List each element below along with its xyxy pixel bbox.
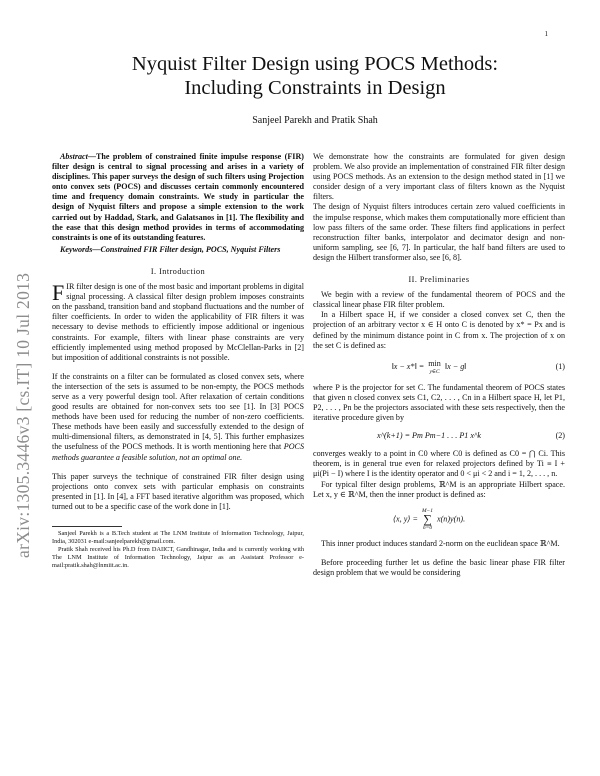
sum-operator — [422, 508, 433, 531]
min-operator — [428, 359, 441, 375]
equation-2 — [313, 431, 565, 441]
right-column — [313, 152, 565, 578]
keywords-text: —Constrained FIR Filter design, POCS, Nyquist Filters — [92, 244, 281, 254]
prelim-paragraph-1: We begin with a review of the fundamental theorem of POCS and the classical linear phase FIR filter problem. — [313, 290, 565, 310]
footnote-2: Pratik Shah received his Ph.D from DAIICT, Gandhinagar, India and is currently working with The LNM Institute of Information Technology, Jaipur as an Assistant Professor e-mail:pratik.shah@lnmiit.ac.in. — [52, 546, 304, 569]
equation-1-lhs: ‖x − x*‖ = — [391, 361, 427, 371]
sum-upper-limit: M−1 — [421, 507, 433, 514]
equation-3-rhs: x(n)y(n). — [435, 514, 466, 524]
right-paragraph-1: We demonstrate how the constraints are formulated for given design problem. We also provide an implementation of constrained FIR filter design using POCS methods. As an extension to the design method stated in [1] we consider design of a very important class of filters known as the Nyquist filters. — [313, 152, 565, 202]
intro-paragraph-2-text: If the constraints on a filter can be formulated as closed convex sets, where the intersection of the sets is assumed to be non-empty, the POCS methods serve as a very powerful design tool. After relaxation of certain conditions good results are obtained for non-convex sets too see [1]. In [3] POCS methods have been used for reducing the number of non-zero coefficients. These methods have been easily and successfully extended to the design of multi-dimensional filters, as demonstrated in [4, 5]. This further emphasizes the usefulness of the POCS methods. It is worth mentioning here that — [52, 371, 304, 452]
min-subscript: y∈C — [429, 368, 440, 375]
equation-3 — [313, 508, 565, 531]
abstract — [52, 152, 304, 243]
intro-paragraph-1 — [52, 282, 304, 363]
section-heading-introduction: I. Introduction — [150, 266, 206, 276]
paper-title — [60, 52, 570, 100]
section-heading-preliminaries: II. Preliminaries — [408, 275, 470, 285]
prelim-paragraph-5: For typical filter design problems, ℝ^M is an appropriate Hilbert space. Let x, y ∈ ℝ^M, then the inner product is defined as: — [313, 479, 565, 499]
prelim-paragraph-7: Before proceeding further let us define the basic linear phase FIR filter design problem that we would be considering — [313, 557, 565, 577]
intro-paragraph-3: This paper surveys the technique of constrained FIR filter design using projections onto convex sets with particular emphasis on constraints presented in [1]. In [4], a FFT based iterative algorithm was proposed, which turned out to be a specific case of the work done in [1]. — [52, 471, 304, 511]
keywords — [52, 245, 304, 255]
right-paragraph-2: The design of Nyquist filters introduces certain zero valued coefficients in the impulse response, which makes them computationally more efficient than low pass filters of the same order. These filters find applications in perfect reconstruction filter banks, interpolator and decimator design and non-uniform sampling, see [6, 7]. In particular, the half band filters are used to design the Hilbert transformer also, see [6, 8]. — [313, 202, 565, 262]
abstract-text: —The problem of constrained finite impulse response (FIR) filter design is central to signal processing and arises in a variety of disciplines. This paper surveys the design of such filters using Projection onto convex sets (POCS) and discusses certain commonly encountered time and frequency domain constraints. We study in particular the design of Nyquist filters and propose a simple extension to the work carried out by Haddad, Stark, and Galatsanos in [1]. The flexibility and the ease that this design method provides in terms of accommodating constraints is one of its outstanding features. — [52, 152, 304, 242]
sum-lower-limit: n=0 — [422, 524, 433, 531]
equation-1 — [313, 359, 565, 375]
title-line-2: Including Constraints in Design — [184, 77, 446, 99]
prelim-paragraph-4: converges weakly to a point in C0 where C0 is defined as C0 = ⋂ Ci. This theorem, is in general true even for relaxed projectors defined by Ti ≡ I + μi(Pi − I) where I is the identity operator and 0 < μi < 2 and i = 1, 2, . . . , n. — [313, 449, 565, 479]
left-column — [52, 152, 304, 570]
page-number: 1 — [544, 30, 548, 38]
equation-1-body — [313, 359, 545, 375]
footnote-rule — [52, 526, 122, 527]
prelim-paragraph-3: where P is the projector for set C. The fundamental theorem of POCS states that given n closed convex sets C1, C2, . . . , Cn in a Hilbert space H, let P1, P2, . . . , Pn be the projectors associated with these sets respectively, then the iterative procedure given by — [313, 382, 565, 423]
prelim-paragraph-6: This inner product induces standard 2-norm on the euclidean space ℝ^M. — [321, 538, 560, 548]
title-line-1: Nyquist Filter Design using POCS Methods: — [131, 53, 499, 75]
drop-cap: F — [52, 280, 65, 306]
footnote-1: Sanjeel Parekh is a B.Tech student at The LNM Institute of Information Technology, Jaipur, India, 302031 e-mail:sanjeelparekh@gmail.com. — [52, 530, 304, 545]
authors: Sanjeel Parekh and Pratik Shah — [252, 115, 378, 126]
sigma-icon: ∑ — [423, 511, 432, 526]
prelim-paragraph-2: In a Hilbert space H, if we consider a closed convex set C, then the projection of an arbitrary vector x ∈ H onto C is denoted by x* = Px and is defined by the minimum distance point in C from x. The projection of x on the set C is defined as: — [313, 310, 565, 350]
equation-1-rhs: ‖x − g‖ — [442, 361, 467, 371]
equation-2-number: (2) — [555, 431, 565, 441]
min-label: min — [428, 358, 441, 368]
arxiv-stamp: arXiv:1305.3446v3 [cs.IT] 10 Jul 2013 — [13, 272, 33, 558]
intro-paragraph-2-italic: POCS methods guarantee a feasible solution, not an optimal one. — [52, 442, 304, 462]
equation-3-body — [313, 508, 545, 531]
abstract-label: Abstract — [60, 152, 88, 161]
equation-1-number: (1) — [555, 361, 565, 371]
equation-2-body: x^(k+1) = Pm Pm−1 . . . P1 x^k — [377, 431, 481, 441]
keywords-label: Keywords — [60, 244, 93, 254]
intro-paragraph-2 — [52, 372, 304, 463]
intro-paragraph-1-text: IR filter design is one of the most basic and important problems in digital signal processing. A classical filter design problem imposes constraints on the passband, transition band and stopband fluctuations and the number of filter coefficients. In order to widen the applicability of FIR filters it was necessary to devise methods to efficiently impose additional or ingenious constraints. For example, filters with linear phase constraints are very efficiently implemented using method proposed by McClellan-Parks in [2] but imposition of additional constraints is not possible. — [52, 282, 304, 362]
equation-3-lhs: ⟨x, y⟩ = — [392, 514, 420, 524]
